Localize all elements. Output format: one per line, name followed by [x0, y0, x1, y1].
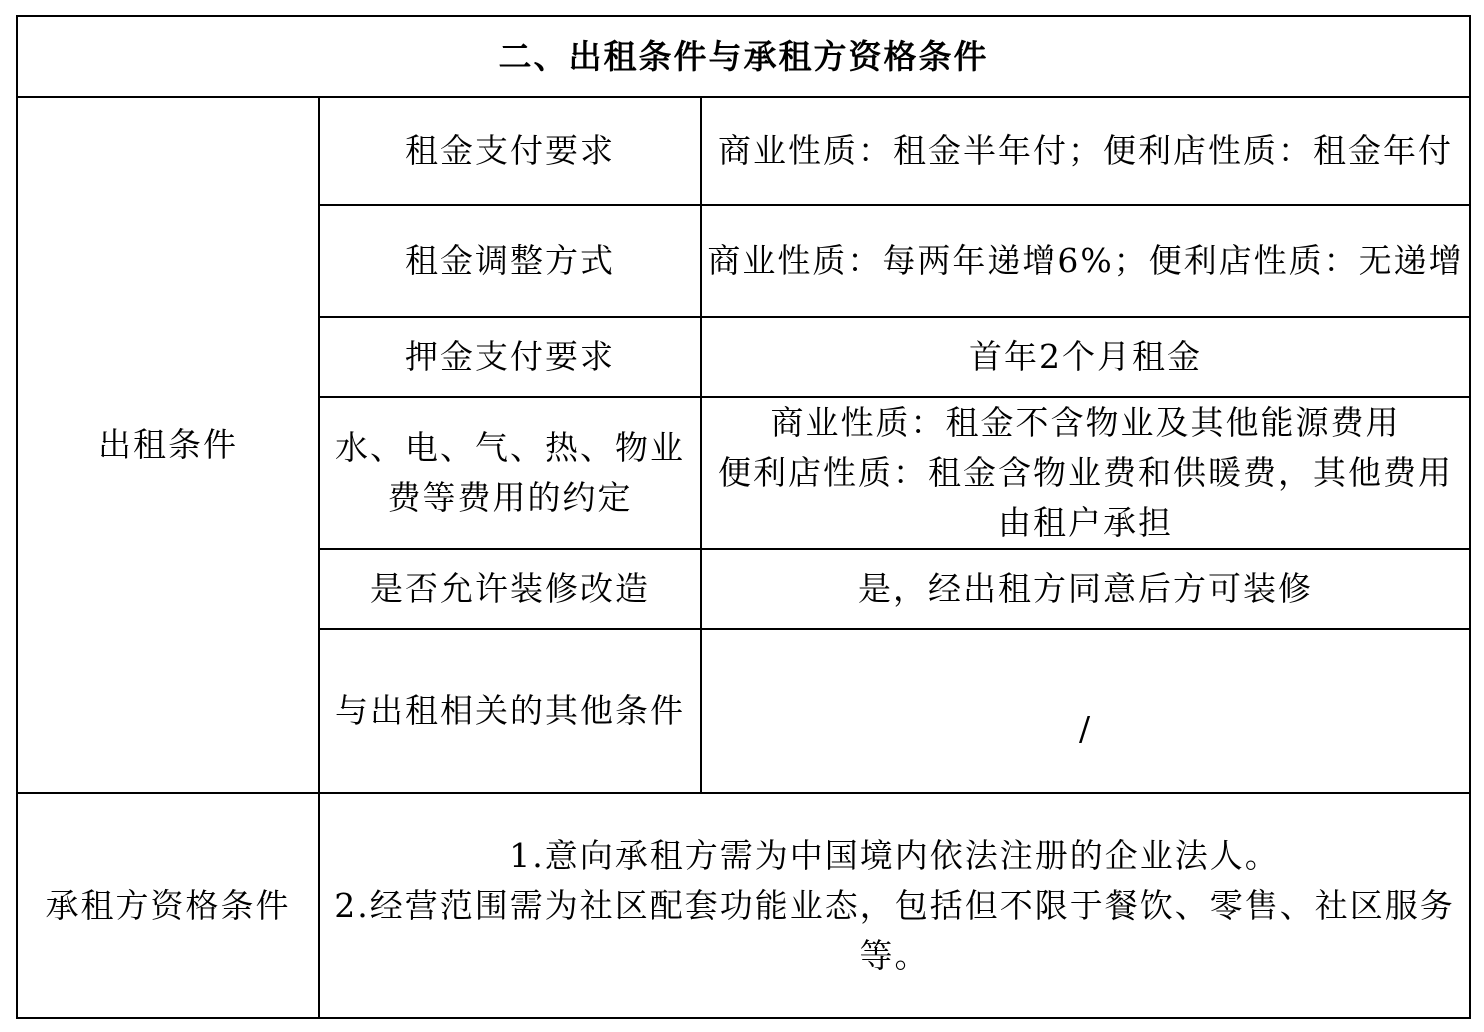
- fees-commercial-line: 商业性质：租金不含物业及其他能源费用: [770, 403, 1401, 442]
- row-label-renovation: 是否允许装修改造: [319, 549, 701, 629]
- row-label-other: 与出租相关的其他条件: [319, 629, 701, 793]
- row-value-deposit: 首年2个月租金: [701, 317, 1470, 397]
- other-value-slash: /: [1078, 709, 1093, 748]
- title-row: [17, 16, 1470, 97]
- lessee-qualifications-section-label: 承租方资格条件: [17, 793, 319, 1018]
- row-label-fees: 水、电、气、热、物业费等费用的约定: [319, 397, 701, 549]
- row-label-rent-payment: 租金支付要求: [319, 97, 701, 205]
- row-value-fees: [701, 397, 1470, 549]
- lessee-qualifications-content: [319, 793, 1470, 1018]
- row-label-deposit: 押金支付要求: [319, 317, 701, 397]
- row-value-renovation: 是，经出租方同意后方可装修: [701, 549, 1470, 629]
- qualification-line-2: 2.经营范围需为社区配套功能业态，包括但不限于餐饮、零售、社区服务等。: [334, 885, 1455, 975]
- conditions-table: [16, 15, 1471, 1019]
- rental-conditions-section-label: 出租条件: [17, 97, 319, 793]
- table-title: 二、出租条件与承租方资格条件: [17, 16, 1470, 97]
- row-value-other: [701, 629, 1470, 793]
- table-row: [17, 97, 1470, 205]
- row-value-rent-payment: 商业性质：租金半年付；便利店性质：租金年付: [701, 97, 1470, 205]
- table-row: [17, 793, 1470, 1018]
- row-value-rent-adjustment: 商业性质：每两年递增6%；便利店性质：无递增: [701, 205, 1470, 317]
- qualification-line-1: 1.意向承租方需为中国境内依法注册的企业法人。: [509, 835, 1280, 875]
- fees-convenience-line: 便利店性质：租金含物业费和供暖费，其他费用由租户承担: [718, 453, 1454, 542]
- row-label-rent-adjustment: 租金调整方式: [319, 205, 701, 317]
